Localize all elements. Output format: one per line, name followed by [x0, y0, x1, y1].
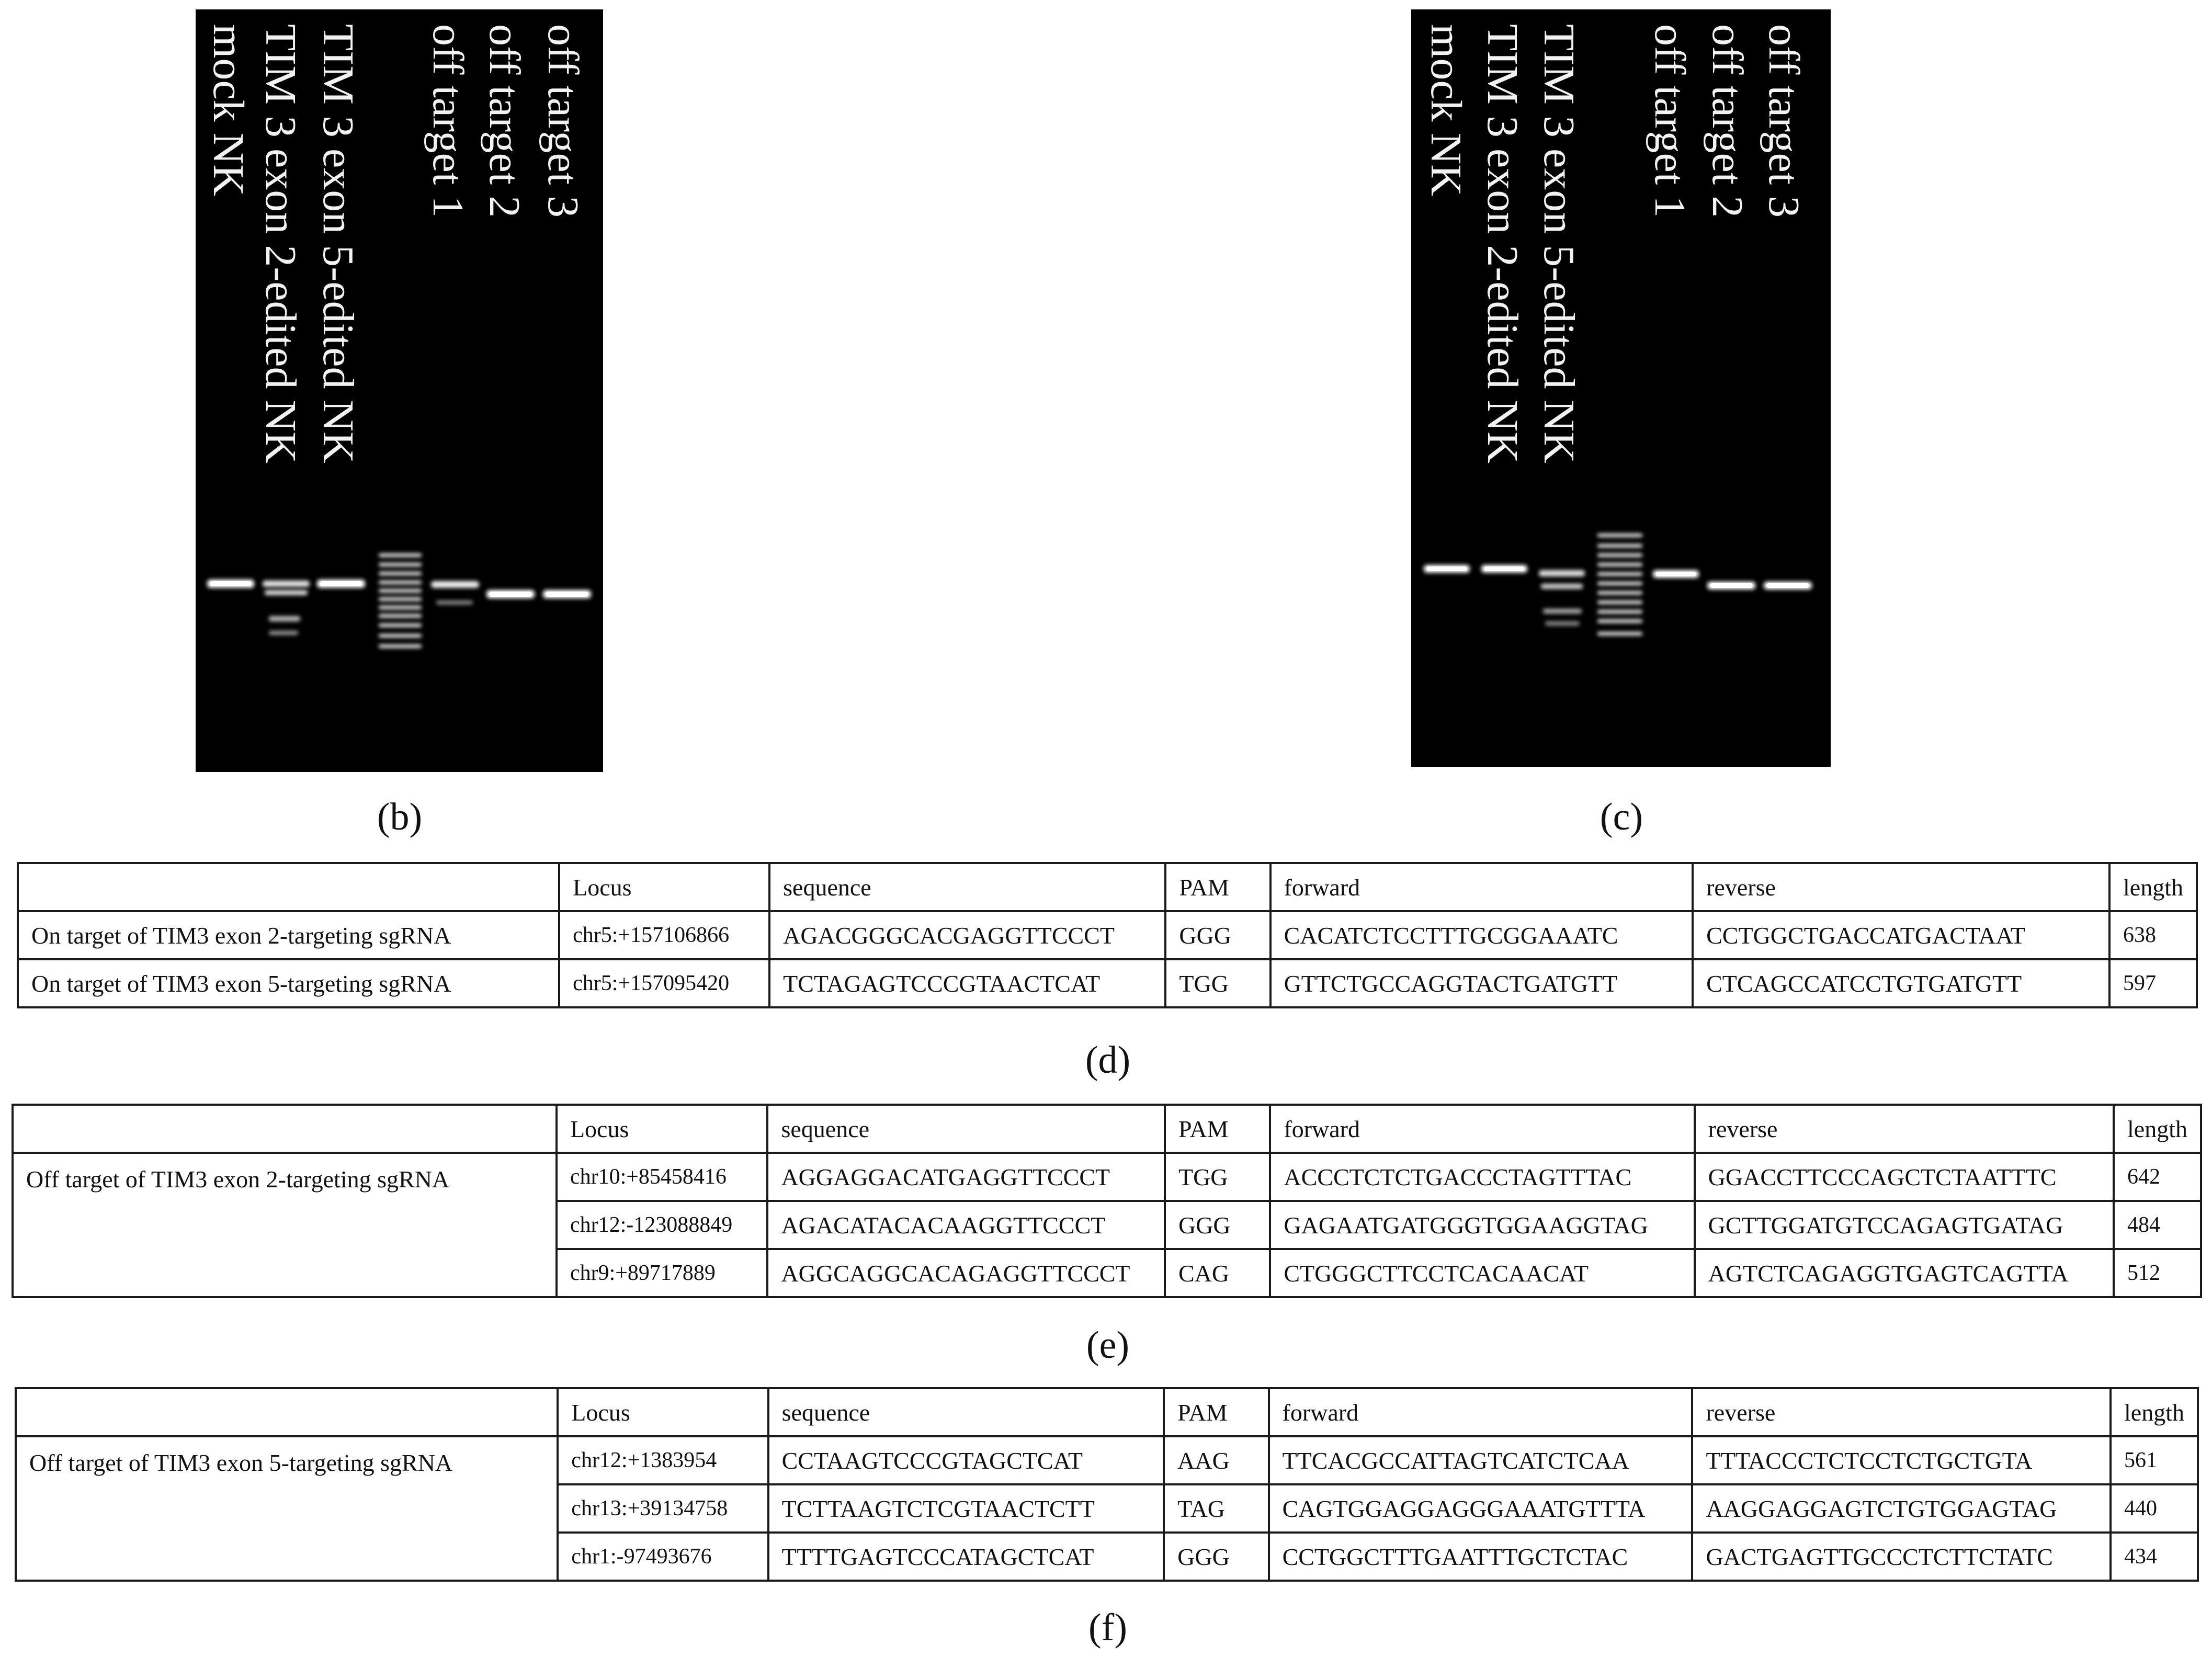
table-off-target-exon2	[12, 1104, 2202, 1298]
table-row	[18, 911, 2197, 959]
length-cell: 642	[2114, 1153, 2201, 1201]
header-cell: reverse	[1695, 1105, 2114, 1153]
table-row	[18, 959, 2197, 1007]
panel-label-f: (f)	[1088, 1606, 1127, 1649]
panel-label-c: (c)	[1600, 796, 1643, 838]
pam-cell: GGG	[1165, 911, 1270, 959]
sequence-cell: TCTAGAGTCCCGTAACTCAT	[769, 959, 1165, 1007]
header-cell: reverse	[1692, 1388, 2111, 1436]
pam-cell: TAG	[1164, 1484, 1268, 1533]
band	[1541, 584, 1583, 589]
reverse-primer-cell: GGACCTTCCCAGCTCTAATTTC	[1695, 1153, 2114, 1201]
lane-label-exon2-edited: TIM 3 exon 2-edited NK	[256, 24, 305, 463]
gel-image-c	[1411, 9, 1831, 767]
length-cell: 597	[2109, 959, 2197, 1007]
sequence-cell: TTTTGAGTCCCATAGCTCAT	[768, 1533, 1164, 1581]
band	[1767, 583, 1809, 588]
locus-cell: chr5:+157095420	[559, 959, 769, 1007]
length-cell: 484	[2114, 1201, 2201, 1249]
band	[490, 592, 531, 597]
dna-ladder	[379, 553, 422, 648]
band	[1539, 570, 1585, 576]
reverse-primer-cell: CTCAGCCATCCTGTGATGTT	[1693, 959, 2109, 1007]
header-cell: length	[2114, 1105, 2201, 1153]
sequence-cell: AGGCAGGCACAGAGGTTCCCT	[767, 1249, 1165, 1297]
lane-label-mock-nk: mock NK	[204, 24, 253, 196]
sequence-cell: TCTTAAGTCTCGTAACTCTT	[768, 1484, 1164, 1533]
band	[436, 600, 473, 605]
reverse-primer-cell: AAGGAGGAGTCTGTGGAGTAG	[1692, 1484, 2111, 1533]
band	[1484, 566, 1524, 571]
header-cell	[18, 863, 559, 911]
pam-cell: GGG	[1164, 1533, 1268, 1581]
lane-label-off-target-2: off target 2	[480, 24, 529, 218]
header-cell: length	[2111, 1388, 2198, 1436]
pam-cell: TGG	[1165, 959, 1270, 1007]
sequence-cell: AGACGGGCACGAGGTTCCCT	[769, 911, 1165, 959]
reverse-primer-cell: GCTTGGATGTCCAGAGTGATAG	[1695, 1201, 2114, 1249]
forward-primer-cell: GTTCTGCCAGGTACTGATGTT	[1271, 959, 1693, 1007]
length-cell: 638	[2109, 911, 2197, 959]
band	[263, 581, 310, 587]
length-cell: 440	[2111, 1484, 2198, 1533]
reverse-primer-cell: CCTGGCTGACCATGACTAAT	[1693, 911, 2109, 959]
table-header-row	[18, 863, 2197, 911]
panel-label-d: (d)	[1085, 1039, 1131, 1082]
band	[320, 581, 362, 586]
table-row	[16, 1436, 2198, 1484]
locus-cell: chr9:+89717889	[557, 1249, 768, 1297]
forward-primer-cell: GAGAATGATGGGTGGAAGGTAG	[1270, 1201, 1694, 1249]
header-cell: PAM	[1164, 1388, 1268, 1436]
forward-primer-cell: CAGTGGAGGAGGGAAATGTTTA	[1269, 1484, 1693, 1533]
reverse-primer-cell: TTTACCCTCTCCTCTGCTGTA	[1692, 1436, 2111, 1484]
lane-label-off-target-3: off target 3	[539, 24, 587, 218]
band	[1656, 572, 1696, 576]
forward-primer-cell: CTGGGCTTCCTCACAACAT	[1270, 1249, 1694, 1297]
band	[1545, 621, 1580, 626]
panel-label-b: (b)	[377, 796, 423, 838]
panel-label-e: (e)	[1086, 1324, 1130, 1367]
reverse-primer-cell: GACTGAGTTGCCCTCTTCTATC	[1692, 1533, 2111, 1581]
sequence-cell: AGACATACACAAGGTTCCCT	[767, 1201, 1165, 1249]
pam-cell: CAG	[1165, 1249, 1270, 1297]
group-label: Off target of TIM3 exon 2-targeting sgRNA	[13, 1153, 557, 1297]
header-cell: Locus	[559, 863, 769, 911]
forward-primer-cell: CCTGGCTTTGAATTTGCTCTAC	[1269, 1533, 1693, 1581]
lane-label-off-target-2: off target 2	[1703, 24, 1752, 218]
band	[546, 592, 588, 597]
pam-cell: AAG	[1164, 1436, 1268, 1484]
locus-cell: chr10:+85458416	[557, 1153, 768, 1201]
forward-primer-cell: TTCACGCCATTAGTCATCTCAA	[1269, 1436, 1693, 1484]
header-cell: length	[2109, 863, 2197, 911]
lane-label-exon5-edited: TIM 3 exon 5-edited NK	[314, 24, 362, 463]
sequence-cell: CCTAAGTCCCGTAGCTCAT	[768, 1436, 1164, 1484]
band	[269, 616, 300, 621]
row-label: On target of TIM3 exon 5-targeting sgRNA	[18, 959, 559, 1007]
header-cell: forward	[1269, 1388, 1693, 1436]
lane-label-off-target-1: off target 1	[1646, 24, 1694, 218]
header-cell: PAM	[1165, 1105, 1270, 1153]
reverse-primer-cell: AGTCTCAGAGGTGAGTCAGTTA	[1695, 1249, 2114, 1297]
header-cell: sequence	[767, 1105, 1165, 1153]
header-cell: PAM	[1165, 863, 1270, 911]
row-label: On target of TIM3 exon 2-targeting sgRNA	[18, 911, 559, 959]
band	[1710, 583, 1752, 588]
table-header-row	[16, 1388, 2198, 1436]
lane-label-off-target-3: off target 3	[1760, 24, 1808, 218]
header-cell	[13, 1105, 557, 1153]
band	[210, 581, 251, 586]
sequence-cell: AGGAGGACATGAGGTTCCCT	[767, 1153, 1165, 1201]
header-cell: sequence	[768, 1388, 1164, 1436]
header-cell	[16, 1388, 558, 1436]
locus-cell: chr1:-97493676	[558, 1533, 768, 1581]
length-cell: 512	[2114, 1249, 2201, 1297]
band	[269, 631, 298, 635]
pam-cell: GGG	[1165, 1201, 1270, 1249]
table-row	[13, 1153, 2201, 1201]
band	[265, 590, 308, 595]
pam-cell: TGG	[1165, 1153, 1270, 1201]
locus-cell: chr12:+1383954	[558, 1436, 768, 1484]
table-header-row	[13, 1105, 2201, 1153]
header-cell: sequence	[769, 863, 1165, 911]
table-on-target	[17, 862, 2198, 1008]
locus-cell: chr12:-123088849	[557, 1201, 768, 1249]
dna-ladder	[1597, 534, 1642, 635]
length-cell: 434	[2111, 1533, 2198, 1581]
gel-image-b	[196, 9, 603, 772]
forward-primer-cell: CACATCTCCTTTGCGGAAATC	[1271, 911, 1693, 959]
header-cell: forward	[1271, 863, 1693, 911]
lane-label-exon2-edited: TIM 3 exon 2-edited NK	[1478, 24, 1527, 463]
lane-label-exon5-edited: TIM 3 exon 5-edited NK	[1535, 24, 1583, 463]
band	[431, 581, 479, 588]
table-off-target-exon5	[15, 1387, 2199, 1582]
header-cell: Locus	[558, 1388, 768, 1436]
header-cell: reverse	[1693, 863, 2109, 911]
lane-label-mock-nk: mock NK	[1422, 24, 1470, 196]
group-label: Off target of TIM3 exon 5-targeting sgRNA	[16, 1436, 558, 1581]
band	[1543, 609, 1582, 614]
lane-label-off-target-1: off target 1	[424, 24, 472, 218]
locus-cell: chr5:+157106866	[559, 911, 769, 959]
band	[1427, 566, 1467, 571]
forward-primer-cell: ACCCTCTCTGACCCTAGTTTAC	[1270, 1153, 1694, 1201]
length-cell: 561	[2111, 1436, 2198, 1484]
header-cell: Locus	[557, 1105, 768, 1153]
header-cell: forward	[1270, 1105, 1694, 1153]
locus-cell: chr13:+39134758	[558, 1484, 768, 1533]
